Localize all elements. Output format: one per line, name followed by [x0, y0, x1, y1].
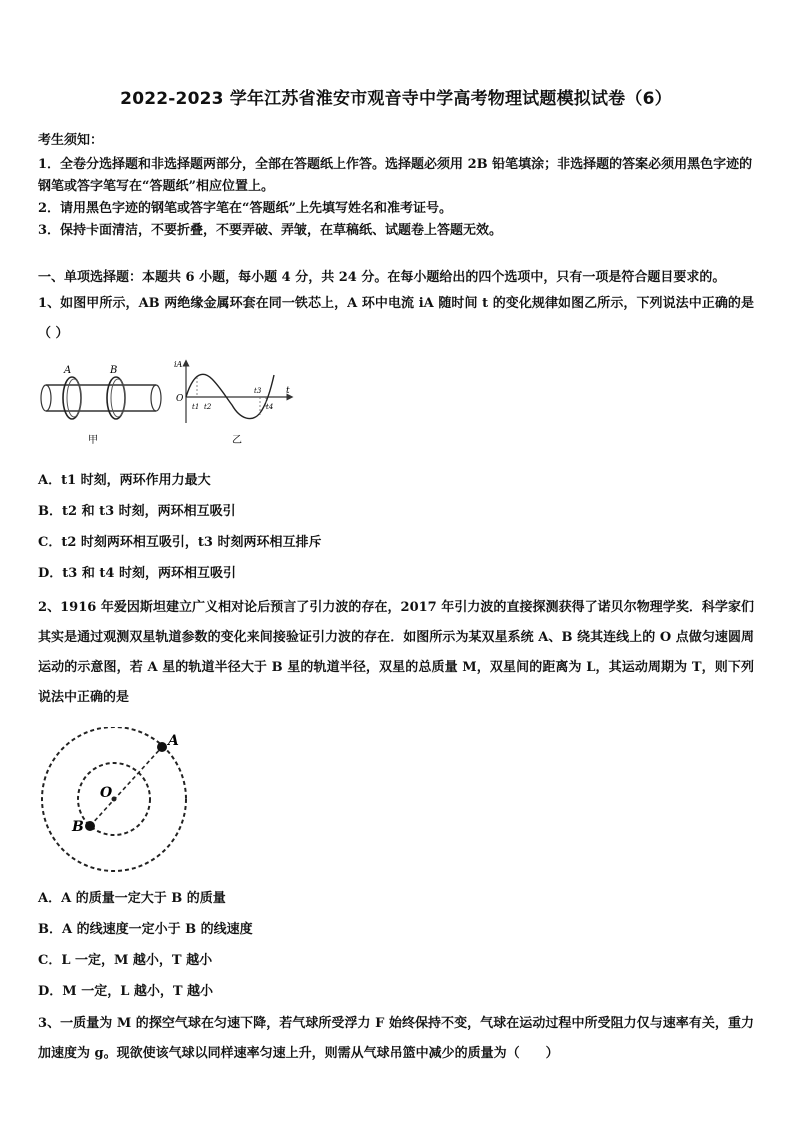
question-2 — [38, 593, 754, 1007]
t2-label: t2 — [204, 403, 212, 411]
origin-label: O — [176, 394, 184, 404]
notice-item-3: 3．保持卡面清洁，不要折叠，不要弄破、弄皱，在草稿纸、试题卷上答题无效。 — [38, 223, 503, 238]
t4-label: t4 — [266, 403, 274, 411]
question-2-text: 2、1916 年爱因斯坦建立广义相对论后预言了引力波的存在，2017 年引力波的直接探测获得了诺贝尔物理学奖．科学家们其实是通过观测双星轨道参数的变化来间接验证引力波的存在．如图所示为某双星系统 A、B 绕其连线上的 O 点做匀速圆周运动的示意图，若 A 星的轨道半径大于 B 星的轨道半径，双星的总质量 M，双星间的距离为 L，其运动周期为 T，则下列说法中正确的是 — [38, 600, 754, 705]
ring-b-label: B — [110, 365, 118, 376]
figure-jia-core-rings — [38, 361, 188, 457]
caption-jia: 甲 — [88, 435, 98, 446]
axis-x-label: t — [286, 386, 290, 396]
question-2-option-c: C．L 一定，M 越小，T 越小 — [38, 953, 213, 968]
notice-item-2: 2．请用黑色字迹的钢笔或答字笔在“答题纸”上先填写姓名和准考证号。 — [38, 201, 453, 216]
question-1 — [38, 289, 754, 589]
ring-a-label: A — [64, 365, 72, 376]
notice-block — [38, 129, 754, 242]
figure-yi-graph — [170, 357, 300, 453]
question-2-option-d: D．M 一定，L 越小，T 越小 — [38, 984, 214, 999]
notice-heading: 考生须知： — [38, 133, 104, 148]
t3-label: t3 — [254, 387, 262, 395]
question-2-figure — [38, 727, 754, 877]
question-1-text: 1、如图甲所示，AB 两绝缘金属环套在同一铁芯上，A 环中电流 iA 随时间 t 的变化规律如图乙所示，下列说法中正确的是（ ） — [38, 296, 754, 341]
star-a — [157, 742, 167, 752]
section-heading: 一、单项选择题：本题共 6 小题，每小题 4 分，共 24 分。在每小题给出的四个选项中，只有一项是符合题目要求的。 — [38, 270, 726, 285]
label-b: B — [72, 819, 84, 835]
question-3-text: 3、一质量为 M 的探空气球在匀速下降，若气球所受浮力 F 始终保持不变，气球在运动过程中所受阻力仅与速率有关，重力加速度为 g。现欲使该气球以同样速率匀速上升，则需从气球吊篮中减少的质量为（ ） — [38, 1016, 754, 1061]
binary-star-diagram — [38, 727, 198, 877]
caption-yi: 乙 — [232, 435, 242, 446]
question-1-option-c: C．t2 时刻两环相互吸引，t3 时刻两环相互排斥 — [38, 535, 322, 550]
question-2-option-b: B．A 的线速度一定小于 B 的线速度 — [38, 922, 253, 937]
question-1-option-a: A．t1 时刻，两环作用力最大 — [38, 473, 211, 488]
t1-label: t1 — [192, 403, 200, 411]
label-o: O — [100, 785, 113, 801]
question-2-option-a: A．A 的质量一定大于 B 的质量 — [38, 891, 226, 906]
question-3 — [38, 1009, 754, 1069]
notice-item-1: 1．全卷分选择题和非选择题两部分，全部在答题纸上作答。选择题必须用 2B 铅笔填涂；非选择题的答案必须用黑色字迹的钢笔或答字笔写在“答题纸”相应位置上。 — [38, 157, 753, 194]
page-title: 2022-2023 学年江苏省淮安市观音寺中学高考物理试题模拟试卷（6） — [120, 89, 672, 109]
question-1-figure — [38, 361, 754, 457]
label-a: A — [168, 733, 179, 749]
question-1-option-b: B．t2 和 t3 时刻，两环相互吸引 — [38, 504, 236, 519]
question-1-option-d: D．t3 和 t4 时刻，两环相互吸引 — [38, 566, 236, 581]
axis-y-label: iA — [174, 360, 183, 369]
star-b — [85, 821, 95, 831]
